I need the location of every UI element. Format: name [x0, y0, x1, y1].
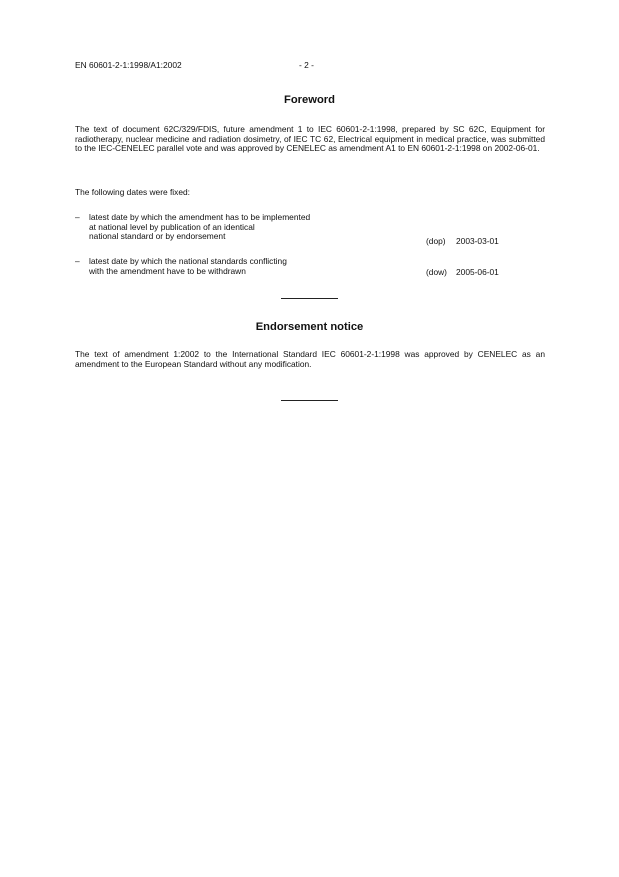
- date-description-line: latest date by which the amendment has to be implemented: [89, 212, 311, 222]
- date-code: (dop): [426, 236, 446, 246]
- endorsement-paragraph: The text of amendment 1:2002 to the International Standard IEC 60601-2-1:1998 was approved by CENELEC as an amendment to the European Standard without any modification.: [75, 349, 545, 369]
- date-description-line: with the amendment have to be withdrawn: [89, 265, 246, 276]
- date-description-line: at national level by publication of an identical: [89, 221, 255, 232]
- foreword-heading: Foreword: [284, 94, 335, 106]
- date-value: 2005-06-01: [456, 267, 499, 277]
- date-code: (dow): [426, 267, 447, 277]
- date-value: 2003-03-01: [456, 236, 499, 246]
- date-description: [89, 257, 419, 276]
- list-dash: –: [75, 212, 80, 222]
- section-divider: [281, 400, 338, 401]
- date-description-line: national standard or by endorsement: [89, 231, 226, 242]
- endorsement-heading: Endorsement notice: [255, 321, 364, 333]
- document-id: EN 60601-2-1:1998/A1:2002: [75, 60, 182, 70]
- date-description: [89, 213, 419, 242]
- section-divider: [281, 298, 338, 299]
- page-number: - 2 -: [299, 60, 314, 70]
- foreword-paragraph: The text of document 62C/329/FDIS, future amendment 1 to IEC 60601-2-1:1998, prepared by SC 62C, Equipment for radiotherapy, nuclear medicine and radiation dosimetry, of IEC TC 62, Electrical equipment in medical practice, was submitted to the IEC-CENELEC parallel vote and was approved by CENELEC as amendment A1 to EN 60601-2-1:1998 on 2002-06-01.: [75, 124, 545, 154]
- dates-intro: The following dates were fixed:: [75, 187, 190, 197]
- list-dash: –: [75, 256, 80, 266]
- date-description-line: latest date by which the national standards conflicting: [89, 256, 287, 266]
